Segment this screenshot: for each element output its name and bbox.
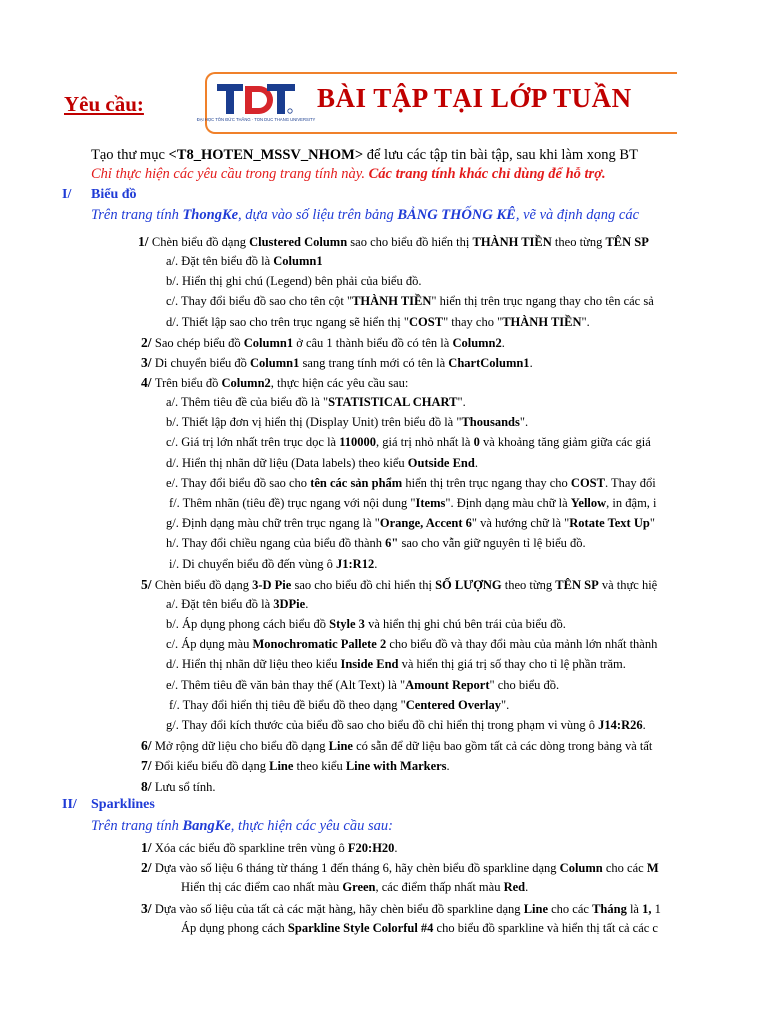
requirement-line xyxy=(166,718,646,733)
requirement-line xyxy=(166,254,323,269)
body-text: . Thay đổi xyxy=(604,476,656,490)
requirement-line xyxy=(141,840,398,856)
emphasis-text: J14:R26 xyxy=(598,718,643,732)
body-text: g/. Định dạng màu chữ trên trục ngang là " xyxy=(166,516,380,530)
emphasis-text: 6" xyxy=(385,536,399,550)
emphasis-text: Items xyxy=(415,496,446,510)
requirement-line xyxy=(169,496,657,511)
intro-line-1: Tạo thư mục <T8_HOTEN_MSSV_NHOM> để lưu các tập tin bài tập, sau khi làm xong BT xyxy=(91,147,638,163)
body-text: có sẵn để dữ liệu bao gồm tất cả các dòng trong bảng và tất xyxy=(352,739,653,753)
body-text: sang trang tính mới có tên là xyxy=(299,356,449,370)
body-text: , in đậm, i xyxy=(606,496,657,510)
body-text: theo kiểu xyxy=(293,759,346,773)
requirement-line xyxy=(169,698,509,713)
body-text: a/. Thêm tiêu đề của biểu đồ là " xyxy=(166,395,329,409)
requirement-line xyxy=(141,335,505,351)
body-text: ở câu 1 thành biểu đồ có tên là xyxy=(293,336,453,350)
requirement-line xyxy=(166,637,657,652)
emphasis-text: tên các sản phẩm xyxy=(310,476,403,490)
emphasis-text: Line xyxy=(269,759,294,773)
body-text: sao cho biểu đồ hiển thị xyxy=(347,235,473,249)
emphasis-text: Red xyxy=(503,880,526,894)
body-text: i/. Di chuyển biểu đồ đến vùng ô xyxy=(169,557,336,571)
emphasis-text: 0 xyxy=(473,435,480,449)
body-text: Chèn biểu đồ dạng xyxy=(154,578,253,592)
emphasis-text: M xyxy=(646,861,659,875)
emphasis-text: Line xyxy=(328,739,353,753)
emphasis-text: TÊN SP xyxy=(555,578,599,592)
emphasis-text: THÀNH TIỀN xyxy=(472,235,552,249)
body-text: cho các xyxy=(602,861,647,875)
emphasis-text: Style 3 xyxy=(329,617,365,631)
body-text: e/. Thay đổi biểu đồ sao cho xyxy=(166,476,311,490)
requirement-line xyxy=(166,597,308,612)
body-text: theo từng xyxy=(551,235,606,249)
requirement-line xyxy=(141,758,450,774)
emphasis-text: Column2 xyxy=(452,336,502,350)
requirement-line xyxy=(181,880,528,895)
emphasis-text: 110000 xyxy=(339,435,377,449)
body-text: và thực hiệ xyxy=(598,578,658,592)
emphasis-text: Column xyxy=(559,861,603,875)
body-text: Lưu sổ tính. xyxy=(154,780,216,794)
body-text: Mở rộng dữ liệu cho biểu đồ dạng xyxy=(154,739,329,753)
requirement-number: 2/ xyxy=(141,860,155,875)
requirement-line xyxy=(166,657,626,672)
emphasis-text: Monochromatic Pallete 2 xyxy=(252,637,387,651)
requirement-number: 3/ xyxy=(141,355,155,370)
requirement-line xyxy=(181,921,658,936)
requirement-line xyxy=(166,315,590,330)
body-text: c/. Thay đổi biểu đồ sao cho tên cột " xyxy=(166,294,353,308)
requirement-number: 3/ xyxy=(141,901,155,916)
body-text: Áp dụng phong cách xyxy=(181,921,288,935)
emphasis-text: Centered Overlay xyxy=(405,698,502,712)
emphasis-text: Line xyxy=(523,902,548,916)
emphasis-text: Line with Markers xyxy=(345,759,447,773)
body-text: hiển thị trên trục ngang thay cho xyxy=(402,476,571,490)
body-text: , các điểm thấp nhất màu xyxy=(375,880,504,894)
body-text: . xyxy=(525,880,529,894)
body-text: Dựa vào số liệu 6 tháng từ tháng 1 đến tháng 6, hãy chèn biểu đồ sparkline dạng xyxy=(154,861,560,875)
body-text: h/. Thay đổi chiều ngang của biểu đồ thành xyxy=(166,536,386,550)
section-2-title: Sparklines xyxy=(91,797,155,812)
requirement-line xyxy=(166,516,655,531)
requirement-number: 2/ xyxy=(141,335,155,350)
requirement-line xyxy=(141,375,408,391)
body-text: cho biểu đồ và thay đổi màu của mảnh lớn nhất thành xyxy=(386,637,658,651)
body-text: c/. Áp dụng màu xyxy=(166,637,253,651)
requirement-line xyxy=(166,435,651,450)
requirement-number: 6/ xyxy=(141,738,155,753)
section-2-number: II/ xyxy=(62,797,77,812)
requirement-line xyxy=(166,274,421,289)
emphasis-text: Clustered Column xyxy=(249,235,348,249)
emphasis-text: Thousands xyxy=(461,415,520,429)
body-text: ". xyxy=(519,415,529,429)
requirement-number: 7/ xyxy=(141,758,155,773)
emphasis-text: Column1 xyxy=(273,254,323,268)
body-text: g/. Thay đổi kích thước của biểu đồ sao cho biểu đồ chỉ hiển thị trong phạm vi vùng ô xyxy=(166,718,599,732)
body-text: b/. Áp dụng phong cách biểu đồ xyxy=(166,617,330,631)
emphasis-text: Inside End xyxy=(340,657,399,671)
body-text: và hiển thị ghi chú bên trái của biểu đồ. xyxy=(364,617,566,631)
body-text: cho biểu đồ sparkline và hiển thị tất cả các c xyxy=(433,921,658,935)
emphasis-text: COST xyxy=(409,315,444,329)
body-text: . xyxy=(374,557,378,571)
body-text: " và hướng chữ là " xyxy=(471,516,570,530)
emphasis-text: THÀNH TIỀN xyxy=(502,315,582,329)
body-text: Xóa các biểu đồ sparkline trên vùng ô xyxy=(154,841,348,855)
emphasis-text: Sparkline Style Colorful #4 xyxy=(287,921,434,935)
body-text: là xyxy=(626,902,643,916)
emphasis-text: Tháng xyxy=(592,902,627,916)
emphasis-text: Outside End xyxy=(407,456,475,470)
body-text: ". xyxy=(581,315,590,329)
requirement-line xyxy=(141,738,652,754)
emphasis-text: Column2 xyxy=(221,376,271,390)
requirement-line xyxy=(166,415,528,430)
body-text: , thực hiện các yêu cầu sau: xyxy=(270,376,409,390)
body-text: e/. Thêm tiêu đề văn bản thay thế (Alt Text) là " xyxy=(166,678,406,692)
body-text: . xyxy=(446,759,450,773)
emphasis-text: COST xyxy=(570,476,605,490)
requirement-line xyxy=(166,294,654,309)
title-banner xyxy=(196,72,677,134)
body-text: . xyxy=(394,841,398,855)
body-text: . xyxy=(474,456,478,470)
request-heading: Yêu cầu: xyxy=(64,92,144,116)
section-1-intro: Trên trang tính ThongKe, dựa vào số liệu trên bảng BẢNG THỐNG KÊ, vẽ và định dạng các xyxy=(91,207,640,223)
section-1-title: Biểu đồ xyxy=(91,187,137,202)
body-text: a/. Đặt tên biểu đồ là xyxy=(166,597,274,611)
requirement-line xyxy=(141,577,657,593)
requirement-line xyxy=(166,617,566,632)
emphasis-text: STATISTICAL CHART xyxy=(328,395,458,409)
requirement-number: 4/ xyxy=(141,375,155,390)
emphasis-text: Amount Report xyxy=(405,678,490,692)
emphasis-text: 3-D Pie xyxy=(252,578,292,592)
body-text: ". xyxy=(501,698,510,712)
logo-subtext: ĐẠI HỌC TÔN ĐỨC THẮNG · TON DUC THANG UNIVERSITY xyxy=(196,117,316,122)
requirement-number: 1/ xyxy=(141,840,155,855)
body-text: f/. Thay đổi hiển thị tiêu đề biểu đồ theo dạng " xyxy=(169,698,406,712)
requirement-line xyxy=(166,456,478,471)
body-text: Đổi kiểu biểu đồ dạng xyxy=(154,759,270,773)
body-text: . xyxy=(501,336,505,350)
banner-title: BÀI TẬP TẠI LỚP TUẦN xyxy=(317,83,632,113)
requirement-line xyxy=(138,234,649,250)
body-text: " cho biểu đồ. xyxy=(489,678,560,692)
section-1-number: I/ xyxy=(62,187,72,202)
body-text: " hiển thị trên trục ngang thay cho tên các sả xyxy=(431,294,654,308)
body-text: 1 xyxy=(651,902,661,916)
requirement-number: 1/ xyxy=(138,234,152,249)
body-text: ". Định dạng màu chữ là xyxy=(445,496,571,510)
body-text: d/. Thiết lập sao cho trên trục ngang sẽ hiển thị " xyxy=(166,315,410,329)
body-text: b/. Hiển thị ghi chú (Legend) bên phải của biểu đồ. xyxy=(166,274,422,288)
body-text: sao cho biểu đồ chỉ hiển thị xyxy=(291,578,436,592)
requirement-number: 5/ xyxy=(141,577,155,592)
emphasis-text: SỐ LƯỢNG xyxy=(435,578,502,592)
body-text: . xyxy=(642,718,646,732)
body-text: Di chuyển biểu đồ xyxy=(154,356,251,370)
emphasis-text: 1, xyxy=(642,902,652,916)
body-text: Dựa vào số liệu của tất cả các mặt hàng, hãy chèn biểu đồ sparkline dạng xyxy=(154,902,524,916)
body-text: c/. Giá trị lớn nhất trên trục dọc là xyxy=(166,435,340,449)
requirement-line xyxy=(141,860,659,876)
body-text: Hiển thị các điểm cao nhất màu xyxy=(181,880,343,894)
body-text: Chèn biểu đồ dạng xyxy=(151,235,250,249)
emphasis-text: Column1 xyxy=(243,336,294,350)
emphasis-text: Yellow xyxy=(570,496,607,510)
emphasis-text: Orange, Accent 6 xyxy=(379,516,472,530)
section-2-intro: Trên trang tính BangKe, thực hiện các yêu cầu sau: xyxy=(91,818,393,834)
requirement-line xyxy=(141,779,216,795)
body-text: và hiển thị giá trị số thay cho tỉ lệ phần trăm. xyxy=(398,657,626,671)
emphasis-text: 3DPie xyxy=(273,597,306,611)
emphasis-text: THÀNH TIỀN xyxy=(352,294,432,308)
body-text: cho các xyxy=(548,902,593,916)
requirement-line xyxy=(166,476,656,491)
requirement-line xyxy=(141,901,661,917)
emphasis-text: Green xyxy=(342,880,376,894)
requirement-line xyxy=(166,678,559,693)
body-text: . xyxy=(529,356,533,370)
body-text: " thay cho " xyxy=(443,315,503,329)
body-text: theo từng xyxy=(501,578,556,592)
emphasis-text: Column1 xyxy=(250,356,300,370)
emphasis-text: F20:H20 xyxy=(347,841,395,855)
emphasis-text: ChartColumn1 xyxy=(448,356,530,370)
requirement-line xyxy=(166,395,466,410)
requirement-line xyxy=(169,557,377,572)
requirement-number: 8/ xyxy=(141,779,155,794)
body-text: a/. Đặt tên biểu đồ là xyxy=(166,254,274,268)
body-text: f/. Thêm nhãn (tiêu đề) trục ngang với nội dung " xyxy=(169,496,416,510)
body-text: Trên biểu đồ xyxy=(154,376,222,390)
intro-line-2: Chỉ thực hiện các yêu cầu trong trang tính này. Các trang tính khác chỉ dùng để hỗ trợ. xyxy=(91,166,606,182)
requirement-line xyxy=(166,536,586,551)
requirement-line xyxy=(141,355,533,371)
emphasis-text: J1:R12 xyxy=(336,557,375,571)
body-text: d/. Hiển thị nhãn dữ liệu (Data labels) theo kiểu xyxy=(166,456,408,470)
body-text: và khoảng tăng giảm giữa các giá xyxy=(479,435,651,449)
body-text: Sao chép biểu đồ xyxy=(154,336,244,350)
body-text: " xyxy=(649,516,655,530)
body-text: ". xyxy=(457,395,466,409)
emphasis-text: TÊN SP xyxy=(605,235,649,249)
body-text: b/. Thiết lập đơn vị hiển thị (Display Unit) trên biểu đồ là " xyxy=(166,415,462,429)
body-text: sao cho vẫn giữ nguyên tỉ lệ biểu đồ. xyxy=(398,536,586,550)
body-text: . xyxy=(305,597,309,611)
body-text: , giá trị nhỏ nhất là xyxy=(376,435,474,449)
body-text: d/. Hiển thị nhãn dữ liệu theo kiểu xyxy=(166,657,341,671)
emphasis-text: Rotate Text Up xyxy=(569,516,650,530)
tdtu-logo xyxy=(196,78,316,128)
